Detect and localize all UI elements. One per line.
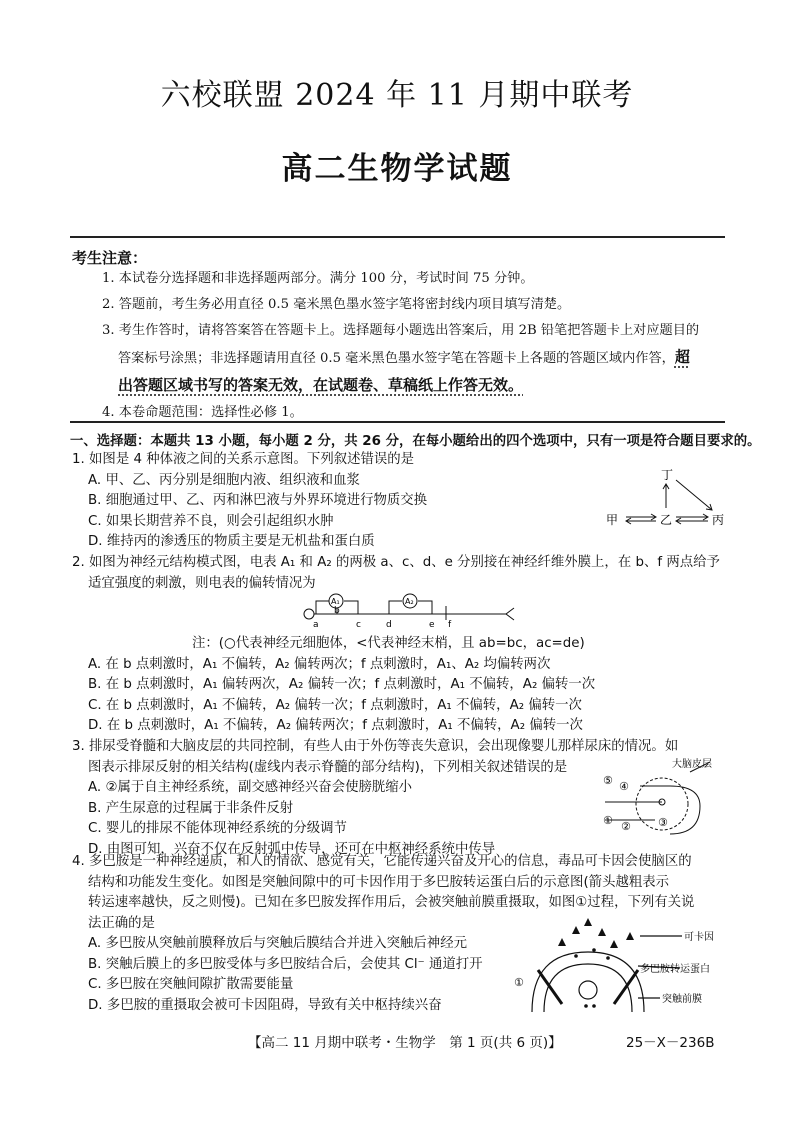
- q4-option-a: A. 多巴胺从突触前膜释放后与突触后膜结合并进入突触后神经元: [88, 936, 467, 951]
- notice-item-3: 3. 考生作答时，请将答案答在答题卡上。选择题每小题选出答案后，用 2B 铅笔把答题卡上对应题目的: [102, 323, 700, 338]
- q3-label-3: ③: [658, 816, 668, 829]
- question-2-body: [72, 634, 732, 737]
- q2-terminal: [506, 608, 514, 620]
- q2-neuron-diagram: [296, 592, 526, 632]
- q4-stem-4: 法正确的是: [88, 915, 155, 931]
- q3-option-a: A. ②属于自主神经系统，副交感神经兴奋会使膀胱缩小: [88, 780, 413, 795]
- notice-emphasis: 出答题区域书写的答案无效，在试题卷、草稿纸上作答无效。: [118, 376, 524, 394]
- q3-label-brain: 大脑皮层: [672, 759, 712, 770]
- q4-transporter-left: [538, 970, 562, 1004]
- q3-option-c: C. 婴儿的排尿不能体现神经系统的分级调节: [88, 821, 347, 836]
- q3-label-1: ①: [603, 814, 613, 827]
- q1-fluid-diagram: [600, 466, 730, 528]
- q4-stem-3: 转运速率越快，反之则慢)。已知在多巴胺发挥作用后，会被突触前膜重摄取，如图①过程，下列有关说: [88, 895, 695, 910]
- footer-page-info: 【高二 11 月期中联考・生物学 第 1 页(共 6 页)】: [248, 1035, 562, 1051]
- q2-meter2-lead-d: [389, 601, 402, 614]
- q1-label-ding: 丁: [661, 468, 674, 482]
- q3-label-5: ⑤: [603, 774, 613, 787]
- q3-stem-2: 图表示排尿反射的相关结构(虚线内表示脊髓的部分结构)，下列相关叙述错误的是: [88, 759, 568, 775]
- notice-heading: 考生注意：: [72, 249, 148, 267]
- q2-meter2-lead-e: [418, 601, 432, 614]
- notice-item-3-tail: 超: [674, 348, 690, 366]
- q2-label-f: f: [448, 620, 452, 630]
- q4-cocaine-molecules: [558, 918, 634, 948]
- bottom-rule: [70, 421, 725, 423]
- q4-synapse-diagram: [510, 912, 732, 1012]
- q4-option-d: D. 多巴胺的重摄取会被可卡因阻碍，导致有关中枢持续兴奋: [88, 997, 442, 1013]
- q1-option-c: C. 如果长期营养不良，则会引起组织水肿: [88, 513, 334, 529]
- q2-label-e: e: [429, 620, 435, 630]
- q4-label-1: ①: [514, 976, 524, 989]
- q2-option-d: D. 在 b 点刺激时，A₁ 不偏转，A₂ 偏转两次；f 点刺激时，A₁ 不偏转，A₂ 偏转一次: [88, 718, 583, 733]
- q4-label-membrane: 突触前膜: [662, 994, 702, 1005]
- q2-option-b: B. 在 b 点刺激时，A₁ 偏转两次，A₂ 偏转一次；f 点刺激时，A₁ 不偏转，A₂ 偏转一次: [88, 677, 596, 692]
- q2-option-a: A. 在 b 点刺激时，A₁ 不偏转，A₂ 偏转两次；f 点刺激时，A₁、A₂ 均偏转两次: [88, 656, 551, 672]
- exam-title: 六校联盟 2024 年 11 月期中联考: [160, 78, 634, 113]
- q3-option-b: B. 产生尿意的过程属于非条件反射: [88, 800, 294, 816]
- notice-item-4: 4. 本卷命题范围：选择性必修 1。: [102, 405, 303, 420]
- q2-cell-body: [304, 609, 314, 619]
- footer-code: 25－X－236B: [626, 1035, 715, 1051]
- q2-label-c: c: [356, 620, 361, 630]
- q3-label-2: ②: [621, 820, 631, 833]
- q1-option-b: B. 细胞通过甲、乙、丙和淋巴液与外界环境进行物质交换: [88, 493, 428, 508]
- notice-emphasis-line: [102, 372, 727, 400]
- q3-stem-1: 3. 排尿受脊髓和大脑皮层的共同控制，有些人由于外伤等丧失意识，会出现像婴儿那样尿床的情况。如: [72, 739, 679, 754]
- q3-label-4: ④: [619, 780, 629, 793]
- notice-item-3-cont: [102, 344, 727, 372]
- q1-option-d: D. 维持丙的渗透压的物质主要是无机盐和蛋白质: [88, 534, 375, 549]
- q4-option-c: C. 多巴胺在突触间隙扩散需要能量: [88, 977, 294, 992]
- q2-option-c: C. 在 b 点刺激时，A₁ 不偏转，A₂ 偏转一次；f 点刺激时，A₁ 不偏转，A₂ 偏转一次: [88, 697, 582, 713]
- q4-dopamine-dots: [574, 948, 610, 1008]
- q4-label-transporter: 多巴胺转运蛋白: [640, 964, 710, 975]
- q4-presynaptic-inner: [544, 964, 632, 1012]
- q3-option-d: D. 由图可知，兴奋不仅在反射弧中传导，还可在中枢神经系统中传导: [88, 841, 496, 857]
- q2-label-a: a: [313, 620, 319, 630]
- question-2: [72, 553, 732, 594]
- q1-label-bing: 丙: [712, 513, 725, 527]
- q1-stem: 1. 如图是 4 种体液之间的关系示意图。下列叙述错误的是: [72, 452, 415, 467]
- q4-presynaptic-outer: [532, 952, 644, 1012]
- q4-transporter-right: [614, 970, 638, 1004]
- q2-label-d: d: [386, 620, 392, 630]
- notice-item-2: 2. 答题前，考生务必用直径 0.5 毫米黑色墨水签字笔将密封线内项目填写清楚。: [102, 297, 571, 312]
- top-rule: [70, 236, 725, 238]
- notice-item-1: 1. 本试卷分选择题和非选择题两部分。满分 100 分，考试时间 75 分钟。: [102, 271, 534, 286]
- q4-stem-1: 4. 多巴胺是一种神经递质，和人的情欲、感觉有关，它能传递兴奋及开心的信息，毒品可卡因会使脑区的: [72, 854, 692, 869]
- q1-label-yi: 乙: [660, 513, 673, 527]
- exam-subtitle: 高二生物学试题: [281, 151, 513, 187]
- notice-list: [102, 266, 727, 426]
- q2-label-b: b: [334, 606, 340, 616]
- q3-ascending-path: [640, 786, 700, 834]
- q2-note: 注：(○代表神经元细胞体，<代表神经末梢，且 ab=bc，ac=de): [192, 636, 585, 651]
- q2-stem-2: 适宜强度的刺激，则电表的偏转情况为: [88, 575, 316, 591]
- q4-vesicle: [579, 981, 597, 999]
- q2-meter1-lead-a: [316, 601, 329, 614]
- q4-option-b: B. 突触后膜上的多巴胺受体与多巴胺结合后，会使其 Cl⁻ 通道打开: [88, 956, 483, 972]
- q1-option-a: A. 甲、乙、丙分别是细胞内液、组织液和血浆: [88, 472, 360, 488]
- notice-item-3-line2: 答案标号涂黑；非选择题请用直径 0.5 毫米黑色墨水签字笔在答题卡上各题的答题区域内作答，: [118, 351, 675, 366]
- q1-label-jia: 甲: [606, 513, 619, 527]
- q4-label-cocaine: 可卡因: [684, 932, 714, 943]
- q2-stem-1: 2. 如图为神经元结构模式图，电表 A₁ 和 A₂ 的两极 a、c、d、e 分别接在神经纤维外膜上，在 b、f 两点给予: [72, 555, 720, 570]
- q3-reflex-diagram: [600, 754, 730, 842]
- q2-label-a2: A₂: [405, 597, 414, 606]
- q2-meter1-lead-c: [344, 601, 358, 614]
- q4-stem-2: 结构和功能发生变化。如图是突触间隙中的可卡因作用于多巴胺转运蛋白后的示意图(箭头越粗表示: [88, 874, 670, 890]
- section-heading: 一、选择题：本题共 13 小题，每小题 2 分，共 26 分，在每小题给出的四个选项中，只有一项是符合题目要求的。: [70, 434, 761, 449]
- q2-label-a1: A₁: [331, 597, 340, 606]
